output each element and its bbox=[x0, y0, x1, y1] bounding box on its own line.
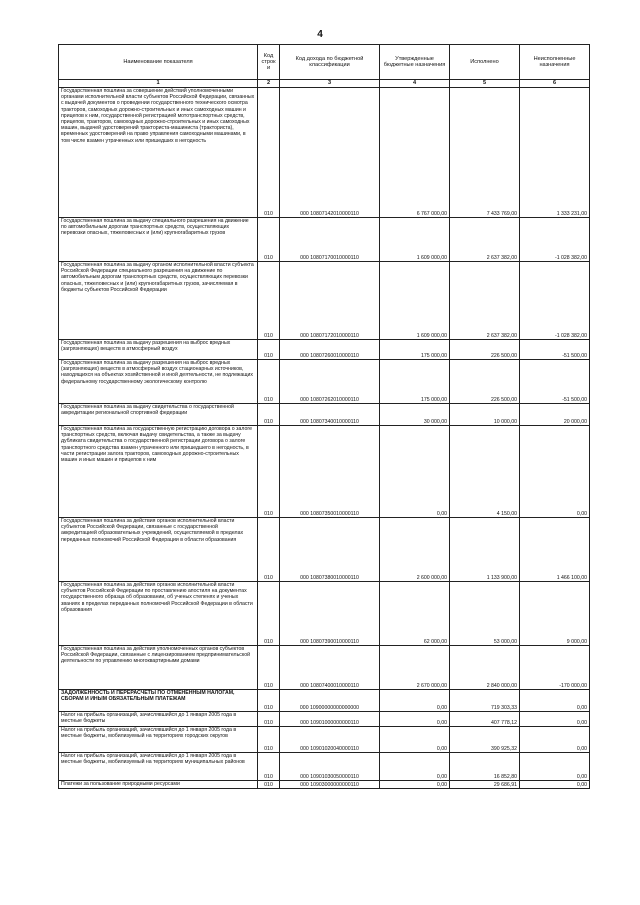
table-row bbox=[59, 218, 590, 262]
row-name: Налог на прибыль организаций, зачислявшийся до 1 января 2005 года в местные бюджеты, мобилизуемый на территориях городских округов bbox=[59, 727, 258, 753]
row-approved: 1 609 000,00 bbox=[380, 218, 450, 262]
row-unexecuted: 0,00 bbox=[520, 426, 590, 518]
header-approved: Утвержденные бюджетные назначения bbox=[380, 45, 450, 80]
row-line-code: 010 bbox=[258, 404, 280, 426]
row-income-code: 000 10901030050000110 bbox=[280, 753, 380, 781]
table-row bbox=[59, 360, 590, 404]
row-approved: 0,00 bbox=[380, 753, 450, 781]
row-line-code: 010 bbox=[258, 753, 280, 781]
row-name: Государственная пошлина за выдачу органом исполнительной власти субъекта Российской Федерации специального разрешения на движение по автомобильным дорогам транспортных средств, осуществляющих перевозки опасных, тяжеловесных и (или) крупногабаритных грузов, зачисляемая в бюджеты субъектов Российской Федерации bbox=[59, 262, 258, 340]
table-row bbox=[59, 582, 590, 646]
column-number: 3 bbox=[280, 80, 380, 88]
row-name: Государственная пошлина за совершение действий уполномоченными органами исполнительной власти субъектов Российской Федерации, связанных с выдачей документов о проведении государственного технического осмотра тракторов, самоходных дорожно-строительных и иных самоходных машин и прицепов к ним, государственной регистрацией мототранспортных средств, прицепов, тракторов, самоходных дорожно-строительных и иных самоходных машин, выдачей удостоверений тракториста-машиниста (тракториста), временных удостоверений на право управления самоходными машинами, в том числе взамен утраченных или пришедших в негодность bbox=[59, 88, 258, 218]
column-number: 2 bbox=[258, 80, 280, 88]
page-number: 4 bbox=[317, 29, 323, 40]
row-name: ЗАДОЛЖЕННОСТЬ И ПЕРЕРАСЧЕТЫ ПО ОТМЕНЕННЫМ НАЛОГАМ, СБОРАМ И ИНЫМ ОБЯЗАТЕЛЬНЫМ ПЛАТЕЖАМ bbox=[59, 690, 258, 712]
row-approved: 1 609 000,00 bbox=[380, 262, 450, 340]
row-name: Государственная пошлина за государственную регистрацию договора о залоге транспортных средств, включая выдачу свидетельства, а также за выдачу дубликата свидетельства о государственной регистрации договора о залоге транспортного средства взамен утраченного или пришедшего в негодность, в части регистрации залога тракторов, самоходных дорожно-строительных машин и иных машин и прицепов к ним bbox=[59, 426, 258, 518]
row-income-code: 000 10807390010000110 bbox=[280, 582, 380, 646]
row-executed: 53 000,00 bbox=[450, 582, 520, 646]
row-unexecuted: 0,00 bbox=[520, 753, 590, 781]
table-row bbox=[59, 690, 590, 712]
row-unexecuted: 9 000,00 bbox=[520, 582, 590, 646]
table-row bbox=[59, 727, 590, 753]
row-name: Платежи за пользование природными ресурсами bbox=[59, 781, 258, 789]
header-executed: Исполнено bbox=[450, 45, 520, 80]
row-income-code: 000 10807170010000110 bbox=[280, 218, 380, 262]
row-name: Государственная пошлина за выдачу разрешения на выброс вредных (загрязняющих) веществ в атмосферный воздух bbox=[59, 340, 258, 360]
row-name: Государственная пошлина за действия уполномоченных органов субъектов Российской Федерации, связанные с лицензированием предпринимательской деятельности по управлению многоквартирными домами bbox=[59, 646, 258, 690]
header-income-code: Код дохода по бюджетной классификации bbox=[280, 45, 380, 80]
row-name: Государственная пошлина за выдачу специального разрешения на движение по автомобильным дорогам транспортных средств, осуществляющих перевозки опасных, тяжеловесных и (или) крупногабаритных грузов bbox=[59, 218, 258, 262]
table-row bbox=[59, 262, 590, 340]
row-line-code: 010 bbox=[258, 781, 280, 789]
row-unexecuted: -51 500,00 bbox=[520, 360, 590, 404]
row-line-code: 010 bbox=[258, 88, 280, 218]
table-row bbox=[59, 404, 590, 426]
row-income-code: 000 10901020040000110 bbox=[280, 727, 380, 753]
row-line-code: 010 bbox=[258, 582, 280, 646]
row-approved: 62 000,00 bbox=[380, 582, 450, 646]
row-name: Государственная пошлина за действия органов исполнительной власти субъектов Российской Федерации, связанные с государственной аккредитацией образовательных учреждений, осуществляемой в пределах переданных полномочий Российской Федерации в области образования bbox=[59, 518, 258, 582]
row-unexecuted: 0,00 bbox=[520, 690, 590, 712]
row-name: Государственная пошлина за действия органов исполнительной власти субъектов Российской Федерации по проставлению апостиля на документах государственного образца об образовании, об ученых степенях и ученых званиях в пределах переданных полномочий Российской Федерации в области образования bbox=[59, 582, 258, 646]
row-income-code: 000 10900000000000000 bbox=[280, 690, 380, 712]
row-executed: 2 637 382,00 bbox=[450, 218, 520, 262]
row-income-code: 000 10807172010000110 bbox=[280, 262, 380, 340]
header-line-code: Код строк и bbox=[258, 45, 280, 80]
budget-execution-table bbox=[58, 44, 590, 789]
row-income-code: 000 10901000000000110 bbox=[280, 712, 380, 727]
row-income-code: 000 10807262010000110 bbox=[280, 360, 380, 404]
table-row bbox=[59, 88, 590, 218]
row-approved: 2 600 000,00 bbox=[380, 518, 450, 582]
row-income-code: 000 10807400010000110 bbox=[280, 646, 380, 690]
row-executed: 226 500,00 bbox=[450, 360, 520, 404]
table-row bbox=[59, 646, 590, 690]
row-unexecuted: -1 028 382,00 bbox=[520, 262, 590, 340]
row-unexecuted: 0,00 bbox=[520, 727, 590, 753]
row-approved: 6 767 000,00 bbox=[380, 88, 450, 218]
table-row bbox=[59, 340, 590, 360]
header-unexecuted: Неисполненные назначения bbox=[520, 45, 590, 80]
row-line-code: 010 bbox=[258, 518, 280, 582]
header-row bbox=[59, 45, 590, 80]
row-executed: 4 150,00 bbox=[450, 426, 520, 518]
row-approved: 2 670 000,00 bbox=[380, 646, 450, 690]
row-approved: 0,00 bbox=[380, 712, 450, 727]
row-executed: 407 778,12 bbox=[450, 712, 520, 727]
table-row bbox=[59, 712, 590, 727]
column-number: 1 bbox=[59, 80, 258, 88]
column-number: 4 bbox=[380, 80, 450, 88]
row-executed: 719 303,33 bbox=[450, 690, 520, 712]
row-income-code: 000 10807340010000110 bbox=[280, 404, 380, 426]
row-executed: 16 852,80 bbox=[450, 753, 520, 781]
table-row bbox=[59, 426, 590, 518]
row-approved: 0,00 bbox=[380, 426, 450, 518]
row-line-code: 010 bbox=[258, 690, 280, 712]
row-income-code: 000 10807260010000110 bbox=[280, 340, 380, 360]
row-executed: 2 637 382,00 bbox=[450, 262, 520, 340]
row-unexecuted: 0,00 bbox=[520, 781, 590, 789]
row-line-code: 010 bbox=[258, 712, 280, 727]
row-unexecuted: 20 000,00 bbox=[520, 404, 590, 426]
table-row bbox=[59, 753, 590, 781]
row-line-code: 010 bbox=[258, 727, 280, 753]
row-executed: 226 500,00 bbox=[450, 340, 520, 360]
row-line-code: 010 bbox=[258, 360, 280, 404]
row-approved: 0,00 bbox=[380, 781, 450, 789]
row-income-code: 000 10807380010000110 bbox=[280, 518, 380, 582]
row-approved: 0,00 bbox=[380, 690, 450, 712]
column-number-row bbox=[59, 80, 590, 88]
row-unexecuted: 1 466 100,00 bbox=[520, 518, 590, 582]
row-executed: 7 433 769,00 bbox=[450, 88, 520, 218]
row-unexecuted: -51 500,00 bbox=[520, 340, 590, 360]
row-income-code: 000 10903000000000110 bbox=[280, 781, 380, 789]
row-unexecuted: 0,00 bbox=[520, 712, 590, 727]
row-name: Государственная пошлина за выдачу свидетельства о государственной аккредитации региональной спортивной федерации bbox=[59, 404, 258, 426]
row-approved: 175 000,00 bbox=[380, 340, 450, 360]
row-name: Налог на прибыль организаций, зачислявшийся до 1 января 2005 года в местные бюджеты, мобилизуемый на территориях муниципальных районов bbox=[59, 753, 258, 781]
row-name: Государственная пошлина за выдачу разрешения на выброс вредных (загрязняющих) веществ в атмосферный воздух стационарных источников, находящихся на объектах хозяйственной и иной деятельности, не подлежащих федеральному государственному экологическому контролю bbox=[59, 360, 258, 404]
row-executed: 29 686,91 bbox=[450, 781, 520, 789]
row-line-code: 010 bbox=[258, 340, 280, 360]
row-line-code: 010 bbox=[258, 646, 280, 690]
row-line-code: 010 bbox=[258, 262, 280, 340]
row-executed: 390 925,32 bbox=[450, 727, 520, 753]
row-name: Налог на прибыль организаций, зачислявшийся до 1 января 2005 года в местные бюджеты bbox=[59, 712, 258, 727]
row-unexecuted: -1 028 382,00 bbox=[520, 218, 590, 262]
row-income-code: 000 10807142010000110 bbox=[280, 88, 380, 218]
row-unexecuted: -170 000,00 bbox=[520, 646, 590, 690]
row-approved: 30 000,00 bbox=[380, 404, 450, 426]
row-approved: 0,00 bbox=[380, 727, 450, 753]
header-name: Наименование показателя bbox=[59, 45, 258, 80]
column-number: 5 bbox=[450, 80, 520, 88]
row-income-code: 000 10807350010000110 bbox=[280, 426, 380, 518]
row-line-code: 010 bbox=[258, 218, 280, 262]
row-unexecuted: 1 333 231,00 bbox=[520, 88, 590, 218]
table-row bbox=[59, 518, 590, 582]
row-executed: 10 000,00 bbox=[450, 404, 520, 426]
row-line-code: 010 bbox=[258, 426, 280, 518]
table-row bbox=[59, 781, 590, 789]
row-executed: 2 840 000,00 bbox=[450, 646, 520, 690]
row-executed: 1 133 900,00 bbox=[450, 518, 520, 582]
row-approved: 175 000,00 bbox=[380, 360, 450, 404]
column-number: 6 bbox=[520, 80, 590, 88]
